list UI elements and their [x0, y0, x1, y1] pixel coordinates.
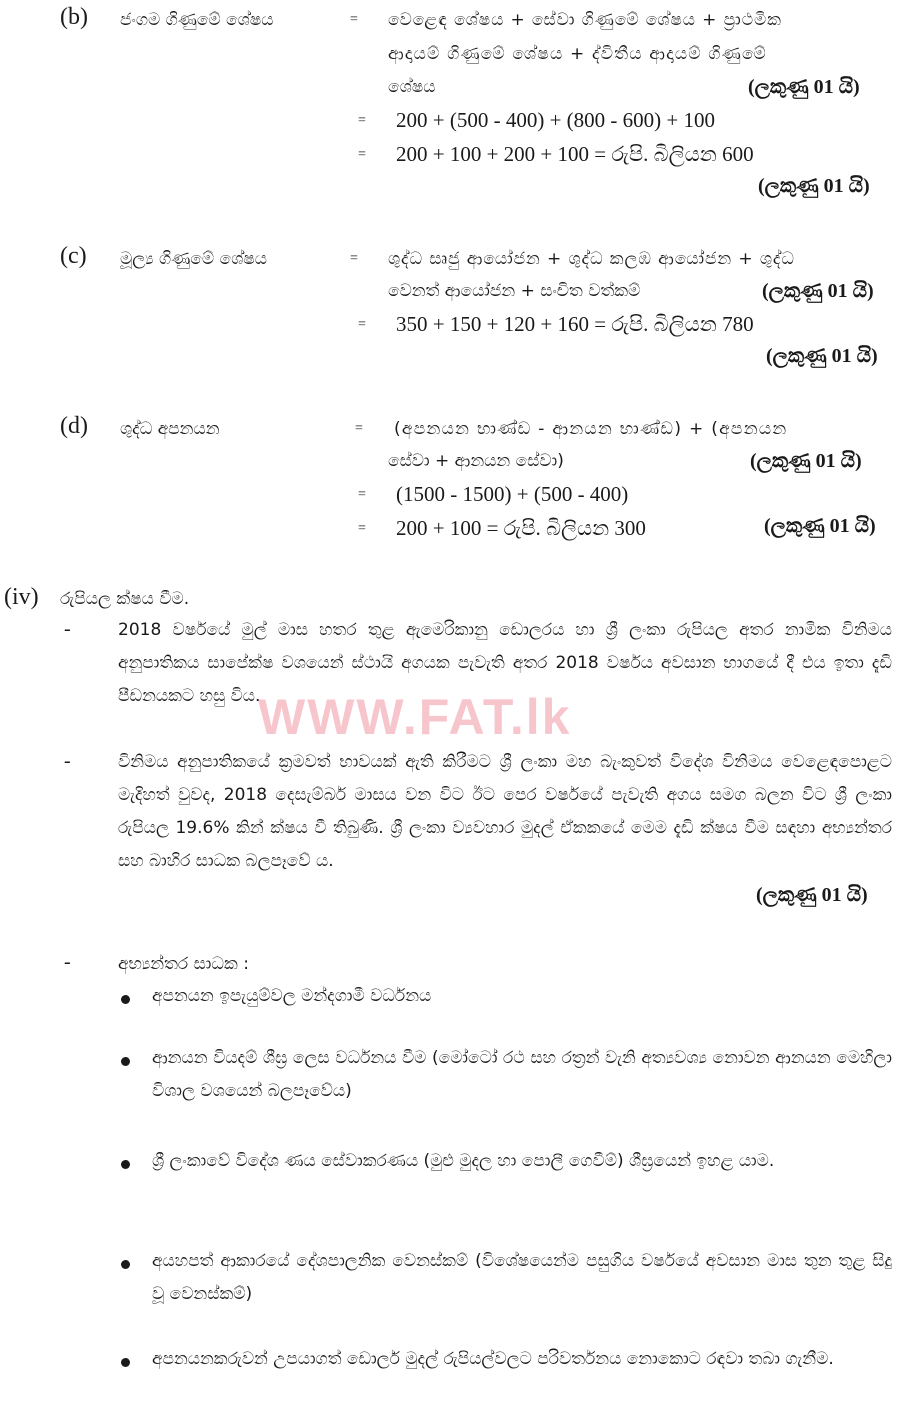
section-b-equals-2: =: [358, 113, 366, 128]
section-d-equals-2: =: [358, 487, 366, 502]
section-d-label: (d): [60, 413, 88, 439]
section-c-definition-line-1: ශුද්ධ සෘජු ආයෝජන + ශුද්ධ කලඹ ආයෝජන + ශුද්ධ: [388, 249, 795, 269]
paragraph-1: 2018 වර්ෂයේ මුල් මාස හතර තුළ ඇමෙරිකානු ඩොලරය හා ශ්‍රී ලංකා රුපියල අතර නාමික විනිමය අනුපාතිකය සාපේක්ෂ වශයෙන් ස්ථායි අගයක පැවැති අතර 2018 වර්ෂය අවසාන භාගයේ දී එය ඉතා දැඩි පීඩනයකට හසු විය.: [118, 620, 892, 706]
section-b-calc-1: 200 + (500 - 400) + (800 - 600) + 100: [396, 108, 715, 132]
bullet-item-4: අයහපත් ආකාරයේ දේශපාලනික වෙනස්කම් (විශේෂයෙන්ම පසුගිය වර්ෂයේ අවසාන මාස තුන තුළ සිදු වූ වෙනස්කම්): [152, 1251, 892, 1304]
bullet-icon: [121, 1260, 130, 1269]
section-c-term: මූල්‍ය ගිණුමේ ශේෂය: [120, 249, 267, 269]
internal-factors-title: අභ්‍යන්තර සාධක :: [118, 954, 249, 974]
bullet-icon: [121, 1160, 130, 1169]
section-b-equals: =: [350, 12, 358, 27]
section-c-marks-1: (ලකුණු 01 යි): [762, 280, 874, 302]
section-c-definition-line-2: වෙනත් ආයෝජන + සංචිත වත්කම්: [388, 281, 641, 301]
section-d-term: ශුද්ධ අපනයන: [120, 419, 220, 439]
section-c-calc-1: 350 + 150 + 120 + 160 = රුපි. බිලියන 780: [396, 312, 754, 336]
paragraph-2-marks: (ලකුණු 01 යි): [756, 884, 868, 906]
bullet-item-5: අපනයනකරුවන් උපයාගත් ඩොලර් මුදල් රුපියල්වලට පරිවර්තනය නොකොට රඳවා තබා ගැනීම.: [152, 1349, 834, 1369]
section-iv-title: රුපියල ක්ෂය වීම.: [60, 589, 190, 609]
section-c-equals: =: [350, 251, 358, 266]
section-b-term: ජංගම ගිණුමේ ශේෂය: [120, 10, 274, 30]
section-d-equals-3: =: [358, 521, 366, 536]
section-b-equals-3: =: [358, 147, 366, 162]
section-c-equals-2: =: [358, 317, 366, 332]
paragraph-2: විනිමය අනුපාතිකයේ ක්‍රමවත් භාවයක් ඇති කිරීමට ශ්‍රී ලංකා මහ බැංකුවත් විදේශ විනිමය වෙළෙඳපොළට මැදිහත් වුවද, 2018 දෙසැම්බර් මාසය වන විට ඊට පෙර වර්ෂයේ පැවැති අගය සමග බලන විට ශ්‍රී ලංකා රුපියල 19.6% කින් ක්ෂය වී තිබුණි. ශ්‍රී ලංකා ව්‍යවහාර මුදල් ඒකකයේ මෙම දැඩි ක්ෂය වීම සඳහා අභ්‍යන්තර සහ බාහිර සාධක බලපෑවේ ය.: [118, 752, 892, 871]
section-b-marks-2: (ලකුණු 01 යි): [758, 175, 870, 197]
section-b-calc-2: 200 + 100 + 200 + 100 = රුපි. බිලියන 600: [396, 142, 754, 166]
section-iv-label: (iv): [4, 584, 39, 610]
section-d-definition-line-2: සේවා + ආනයන සේවා): [388, 451, 564, 471]
section-c-label: (c): [60, 243, 87, 269]
section-b-definition-line-2: ආදායම් ගිණුමේ ශේෂය + ද්විතීය ආදායම් ගිණුමේ: [388, 44, 767, 64]
section-b-definition-line-3: ශේෂය: [388, 77, 436, 97]
section-d-definition-line-1: (අපනයන භාණ්ඩ - ආනයන භාණ්ඩ) + (අපනයන: [394, 419, 788, 439]
bullet-item-2: ආනයන වියදම් ශීඝ්‍ර ලෙස වර්ධනය වීම (මෝටෝ රථ සහ රත්‍රන් වැනි අත්‍යවශ්‍ය නොවන ආනයන මෙහිලා විශාල වශයෙන් බලපෑවේය): [152, 1048, 893, 1101]
bullet-item-3: ශ්‍රී ලංකාවේ විදේශ ණය සේවාකරණය (මුළු මුදල හා පොලී ගෙවීම්) ශීඝ්‍රයෙන් ඉහළ යාම.: [152, 1151, 775, 1171]
section-d-calc-1: (1500 - 1500) + (500 - 400): [396, 482, 629, 506]
watermark: WWW.FAT.lk: [258, 689, 572, 745]
bullet-icon: [121, 1057, 130, 1066]
dash-marker-2: -: [64, 750, 71, 772]
section-d-equals: =: [355, 421, 363, 436]
section-d-marks-2: (ලකුණු 01 යි): [764, 515, 876, 537]
section-d-marks-1: (ලකුණු 01 යි): [750, 450, 862, 472]
section-b-label: (b): [60, 4, 88, 30]
section-c-marks-2: (ලකුණු 01 යි): [766, 345, 878, 367]
bullet-icon: [121, 995, 130, 1004]
bullet-icon: [121, 1358, 130, 1367]
section-b-definition-line-1: වෙළෙඳ ශේෂය + සේවා ගිණුමේ ශේෂය + ප්‍රාථමික: [388, 10, 782, 30]
dash-marker-3: -: [64, 951, 71, 973]
bullet-item-1: අපනයන ඉපැයුම්වල මන්දගාමී වර්ධනය: [152, 986, 432, 1006]
dash-marker-1: -: [64, 618, 71, 640]
section-d-calc-2: 200 + 100 = රුපි. බිලියන 300: [396, 516, 646, 540]
section-b-marks-1: (ලකුණු 01 යි): [748, 76, 860, 98]
